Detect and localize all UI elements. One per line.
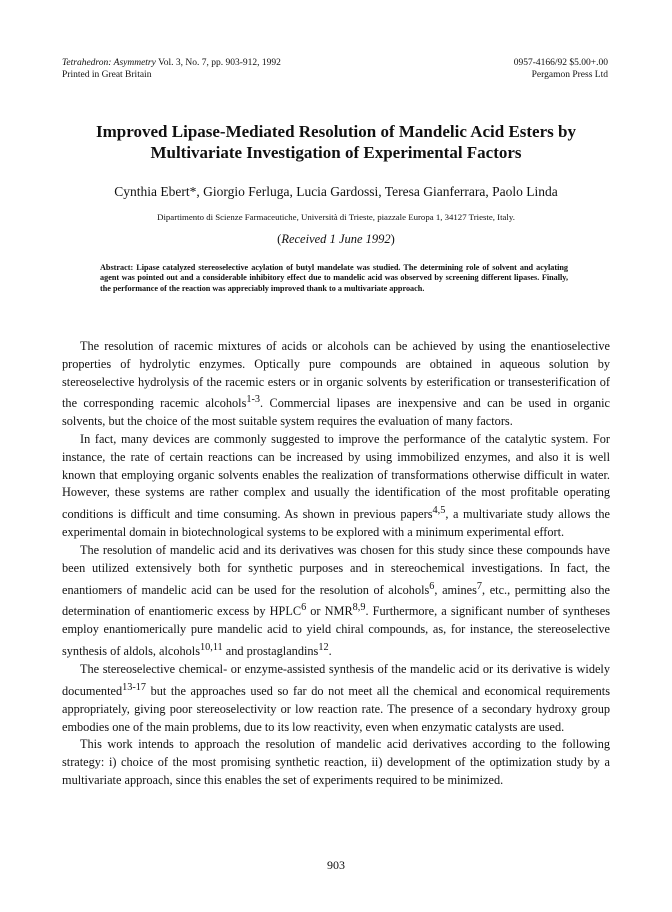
citation-ref: 6 — [429, 580, 435, 592]
running-header-left — [62, 58, 281, 81]
paragraph-3: The resolution of mandelic acid and its derivatives was chosen for this study since these compounds have been utilized extensively both for synthetic purposes and in stereochemical investigations. In fact, the enantiomers of mandelic acid can be used for the resolution of alcohols$^6$, amines$^7$, etc., permitting also the determination of enantiomeric excess by HPLC$^6$ or NMR$^{8,9}$. Furthermore, a significant number of syntheses employ enantiomerically pure mandelic acid to yield chiral compounds, as, for instance, the stereoselective synthesis of aldols, alcohols$^{10,11}$ and prostaglandins$^{12}$. — [62, 542, 610, 659]
printed-in: Printed in Great Britain — [62, 69, 152, 80]
paragraph-5: This work intends to approach the resolution of mandelic acid derivatives according to the following strategy: i) choice of the most promising synthetic reaction, ii) development of the optimization study by a multivariate approach, since this enables the set of experiments required to be minimized. — [62, 737, 610, 787]
page-number: 903 — [327, 858, 345, 872]
article-body — [62, 338, 610, 790]
citation-ref: 8,9 — [352, 602, 366, 614]
citation-ref: 13-17 — [122, 681, 147, 693]
issn-price: 0957-4166/92 $5.00+.00 — [513, 58, 608, 68]
citation-ref: 10,11 — [200, 642, 223, 654]
received-date-value: 1 June 1992 — [329, 232, 391, 246]
paragraph-2: In fact, many devices are commonly suggested to improve the performance of the catalytic system. For instance, the rate of certain reactions can be increased by using immobilized enzymes, and also it is well known that employing organic solvents enables the realization of transformations otherwise difficult in water. However, these systems are rather complex and usually the identification of the most profitable operating conditions is difficult and time consuming. As shown in previous papers$^{4,5}$, a multivariate study allows the experimental domain in biotechnological systems to be explored with a minimum experimental effort. — [62, 432, 611, 540]
received-date: (Received 1 June 1992) — [277, 232, 395, 246]
journal-name: Tetrahedron: Asymmetry — [62, 58, 156, 68]
citation-ref: 1-3 — [246, 394, 261, 406]
journal-citation-line — [62, 58, 281, 70]
citation-ref: 12 — [318, 642, 329, 654]
running-header-right — [514, 58, 608, 81]
paragraph-4: The stereoselective chemical- or enzyme-assisted synthesis of the mandelic acid or its derivative is widely documented$^{13-17}$ but the approaches used so far do not meet all the chemical and economical requirements appropriately, giving poor stereoselectivity or low reaction rate. The presence of a secondary hydroxy group embodies one of the main problems, due to its low reactivity, even when enzymatic catalysts are used. — [62, 662, 610, 734]
affiliation: Dipartimento di Scienze Farmaceutiche, Università di Trieste, piazzale Europa 1, 34127 Trieste, Italy. — [157, 212, 515, 222]
publisher: Pergamon Press Ltd — [531, 69, 608, 80]
journal-volume-pages: Vol. 3, No. 7, pp. 903-912, 1992 — [158, 58, 281, 68]
abstract-text: Lipase catalyzed stereoselective acylation of butyl mandelate was studied. The determining role of solvent and acylating agent was pointed out and a considerable inhibitory effect due to mandelic acid was observed by screening different lipases. Finally, the performance of the reaction was appreciably improved thank to a multivariate approach. — [100, 263, 568, 293]
abstract-label: Abstract: — [100, 263, 134, 272]
article-title: Improved Lipase-Mediated Resolution of Mandelic Acid Esters by Multivariate Investigation of Experimental Factors — [96, 122, 576, 162]
citation-ref: 7 — [476, 580, 483, 592]
paragraph-1: The resolution of racemic mixtures of acids or alcohols can be achieved by using the enantioselective properties of hydrolytic enzymes. Optically pure compounds are obtained in aqueous solution by stereoselective hydrolysis of the racemic esters or in organic solvents by esterification or transesterification of the corresponding racemic alcohols$^{1-3}$. Commercial lipases are inexpensive and can be used in organic solvents, but the choice of the most suitable system requires the evaluation of many factors. — [62, 339, 610, 429]
received-label: Received — [281, 232, 327, 246]
citation-ref: 6 — [301, 602, 307, 614]
author-list: Cynthia Ebert*, Giorgio Ferluga, Lucia Gardossi, Teresa Gianferrara, Paolo Linda — [114, 184, 558, 199]
citation-ref: 4,5 — [432, 505, 446, 517]
abstract — [100, 263, 568, 294]
